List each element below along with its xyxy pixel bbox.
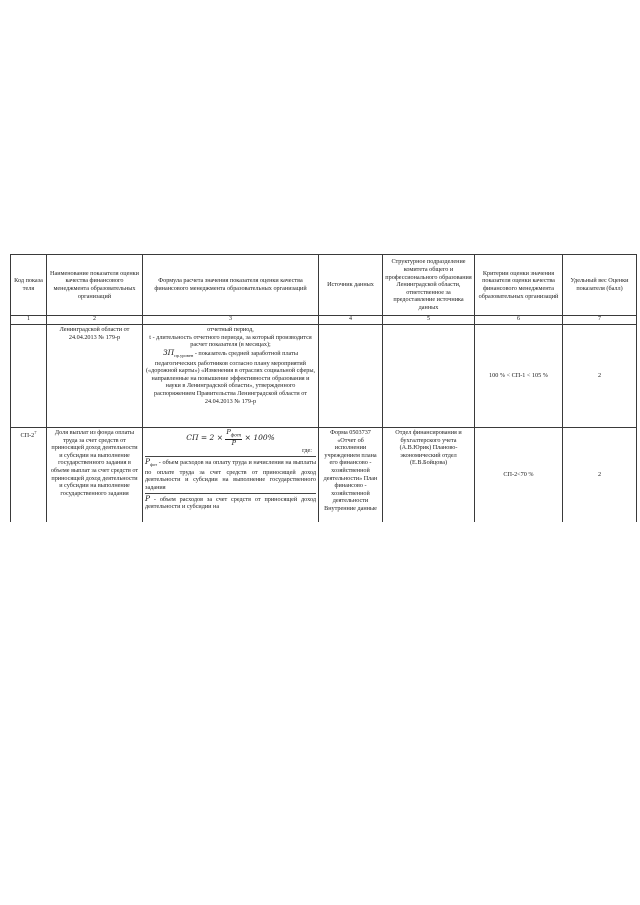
formula-description: - объем расходов за счет средств от приносящей доход деятельности и субсидии на bbox=[145, 495, 317, 511]
row2-responsible: Отдел финансирования и бухгалтерского учета (А.В.Юрик) Планово-экономический отдел (Е.В.Бойцова) bbox=[383, 428, 475, 523]
header-responsible: Структурное подразделение комитета общего и профессионального образования Ленинградской области, ответственное за предоставление источника данных bbox=[383, 255, 475, 316]
document-page bbox=[10, 254, 636, 524]
col-number: 5 bbox=[383, 316, 475, 325]
col-number: 2 bbox=[47, 316, 143, 325]
formula-definition bbox=[145, 458, 316, 492]
row2-code bbox=[11, 428, 47, 523]
row1-weight: 2 bbox=[563, 325, 637, 428]
formula-description: - показатель средней заработной платы педагогических работников согласно плану мероприятий («дорожной карты») «Изменения в отраслях социальной сферы, направленные на повышение эффективности образования и науки в Ленинградской области», утвержденного распоряжением Правительства Ленинградской области от 24.04.2013 № 179-р bbox=[145, 349, 316, 405]
row1-formula-line: отчетный период, bbox=[207, 326, 254, 333]
formula-lhs: СП = 2 × bbox=[186, 433, 223, 443]
row2-criteria: СП-2<70 % bbox=[475, 428, 563, 523]
col-number: 4 bbox=[319, 316, 383, 325]
row1-responsible bbox=[383, 325, 475, 428]
col-number: 1 bbox=[11, 316, 47, 325]
formula-variable-sub: пр.уровен bbox=[174, 353, 194, 359]
col-number: 7 bbox=[563, 316, 637, 325]
row1-formula-line bbox=[145, 349, 316, 405]
formula-variable: P bbox=[145, 456, 151, 466]
indicator-table bbox=[10, 254, 637, 522]
indicator-code: СП-2 bbox=[20, 432, 35, 440]
formula-variable: P bbox=[145, 493, 151, 503]
numerator-var: P bbox=[226, 428, 231, 436]
row1-formula-line: t - длительность отчетного периода, за который производится расчет показателя (в месяцах); bbox=[149, 333, 312, 349]
row2-formula bbox=[143, 428, 319, 523]
row1-formula bbox=[143, 325, 319, 428]
row2-weight: 2 bbox=[563, 428, 637, 523]
numerator-sub: фот bbox=[230, 433, 242, 439]
formula-divider bbox=[145, 456, 316, 457]
row1-source bbox=[319, 325, 383, 428]
row2-name: Доля выплат из фонда оплаты труда за счет средств от приносящей доход деятельности и субсидии на выполнение государственного задания в объеме выплат за счет средств от приносящей доход деятельности и субсидии на выполнение государственного задания bbox=[47, 428, 143, 523]
formula-divider bbox=[145, 493, 316, 494]
formula-variable: ЗП bbox=[163, 347, 175, 357]
col-number: 6 bbox=[475, 316, 563, 325]
table-row bbox=[11, 325, 637, 428]
header-source: Источник данных bbox=[319, 255, 383, 316]
col-number: 3 bbox=[143, 316, 319, 325]
header-name: Наименование показателя оценки качества финансового менеджмента образовательных организаций bbox=[47, 255, 143, 316]
formula-description: - объем расходов на оплату труда и начисления на выплаты по оплате труда за счет средств от приносящей доход деятельности и субсидии на выполнение государственного задания bbox=[145, 458, 316, 491]
row1-code bbox=[11, 325, 47, 428]
formula-denominator: P bbox=[231, 439, 237, 448]
table-header-row bbox=[11, 255, 637, 316]
formula-rhs: × 100% bbox=[244, 433, 275, 443]
header-weight: Удельный вес Оценки показателя (балл) bbox=[563, 255, 637, 316]
column-number-row bbox=[11, 316, 637, 325]
header-criteria: Критерии оценки значения показателя оценки качества финансового менеджмента образовательных организаций bbox=[475, 255, 563, 316]
formula-expression bbox=[145, 429, 316, 447]
formula-variable-sub: фот bbox=[150, 462, 158, 468]
row1-name: Ленинградской области от 24.04.2013 № 179-р bbox=[47, 325, 143, 428]
header-code: Код показа теля bbox=[11, 255, 47, 316]
formula-definition bbox=[145, 495, 316, 511]
indicator-code-sup: 7 bbox=[34, 430, 37, 435]
formula-fraction bbox=[225, 429, 242, 447]
formula-where: где: bbox=[302, 447, 312, 455]
row1-criteria: 100 % < СП-1 < 105 % bbox=[475, 325, 563, 428]
row2-source: Форма 0503737 «Отчет об исполнении учреждением плана его финансово - хозяйственной деятельности» План финансово - хозяйственной деятельности Внутренние данные bbox=[319, 428, 383, 523]
table-row bbox=[11, 428, 637, 523]
header-formula: Формула расчета значения показателя оценки качества финансового менеджмента образовательных организаций bbox=[143, 255, 319, 316]
